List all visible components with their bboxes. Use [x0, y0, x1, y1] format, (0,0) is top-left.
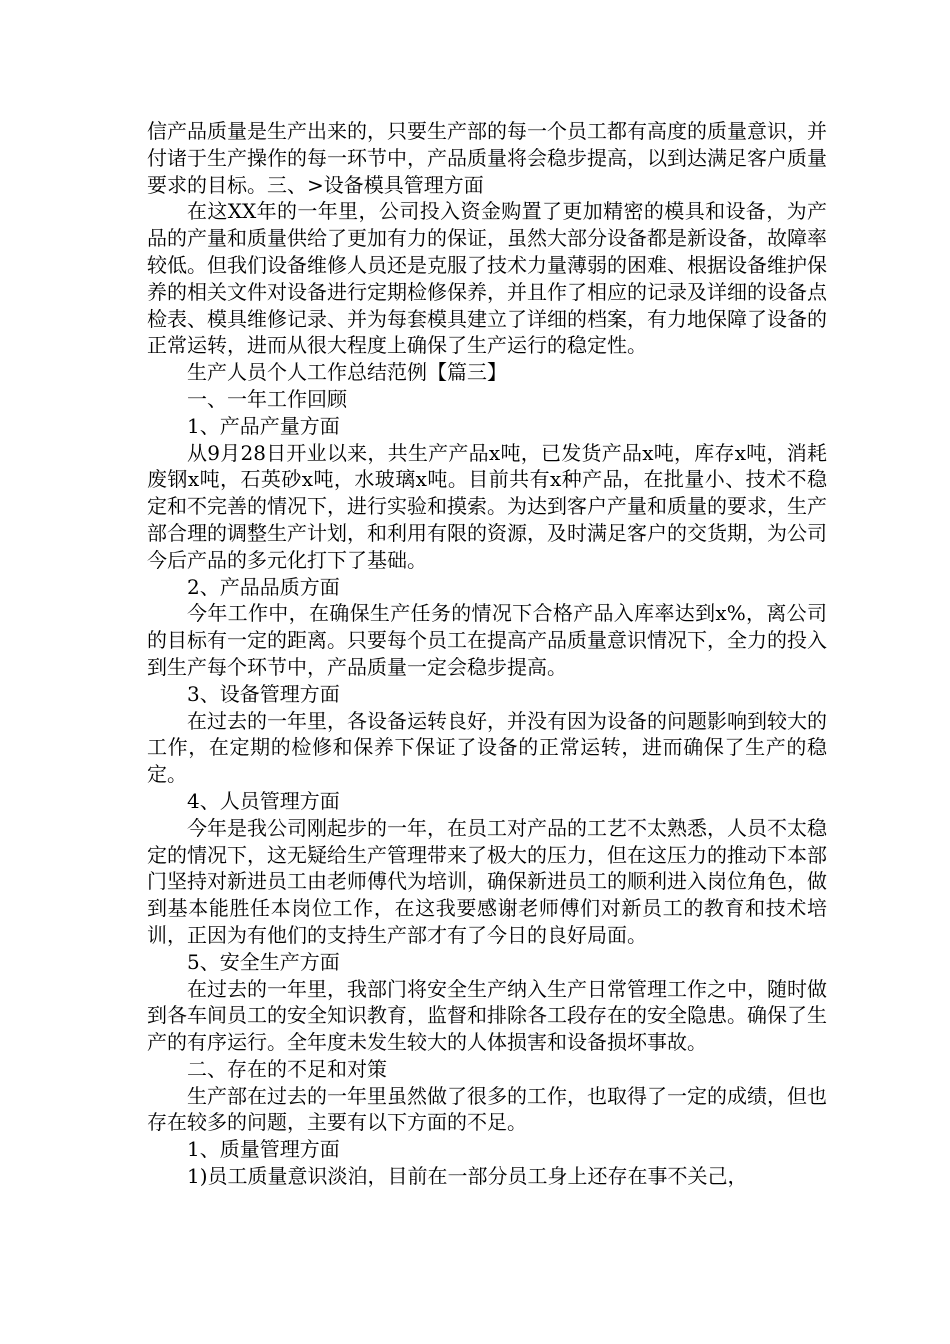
paragraph: 1)员工质量意识淡泊，目前在一部分员工身上还存在事不关己，: [187, 1164, 748, 1189]
paragraph: 在这XX年的一年里，公司投入资金购置了更加精密的模具和设备，为产品的产量和质量供给了更加有力的保证，虽然大部分设备都是新设备，故障率较低。但我们设备维修人员还是克服了技术力量薄弱的困难、根据设备维护保养的相关文件对设备进行定期检修保养，并且作了相应的记录及详细的设备点检表、模具维修记录、并为每套模具建立了详细的档案，有力地保障了设备的正常运转，进而从很大程度上确保了生产运行的稳定性。: [147, 199, 827, 358]
subsection-heading: 3、设备管理方面: [187, 681, 340, 706]
paragraph: 今年是我公司刚起步的一年，在员工对产品的工艺不太熟悉，人员不太稳定的情况下，这无疑给生产管理带来了极大的压力，但在这压力的推动下本部门坚持对新进员工由老师傅代为培训，确保新进员工的顺利进入岗位角色，做到基本能胜任本岗位工作，在这我要感谢老师傅们对新员工的教育和技术培训，正因为有他们的支持生产部才有了今日的良好局面。: [147, 815, 827, 947]
paragraph: 今年工作中，在确保生产任务的情况下合格产品入库率达到x%，离公司的目标有一定的距离。只要每个员工在提高产品质量意识情况下，全力的投入到生产每个环节中，产品质量一定会稳步提高。: [147, 601, 827, 679]
subsection-heading: 2、产品品质方面: [187, 574, 340, 599]
paragraph: 生产部在过去的一年里虽然做了很多的工作，也取得了一定的成绩，但也存在较多的问题，主要有以下方面的不足。: [147, 1083, 827, 1135]
subsection-heading: 1、质量管理方面: [187, 1137, 340, 1162]
paragraph: 在过去的一年里，各设备运转良好，并没有因为设备的问题影响到较大的工作，在定期的检修和保养下保证了设备的正常运转，进而确保了生产的稳定。: [147, 708, 827, 787]
subsection-heading: 1、产品产量方面: [187, 413, 340, 438]
section-title: 生产人员个人工作总结范例【篇三】: [187, 360, 507, 385]
paragraph: 信产品质量是生产出来的，只要生产部的每一个员工都有高度的质量意识，并付诸于生产操作的每一环节中，产品质量将会稳步提高，以到达满足客户质量要求的目标。三、>设备模具管理方面: [147, 119, 827, 197]
document-body: [147, 118, 827, 1190]
section-heading: 二、存在的不足和对策: [187, 1056, 387, 1081]
paragraph: 在过去的一年里，我部门将安全生产纳入生产日常管理工作之中，随时做到各车间员工的安全知识教育，监督和排除各工段存在的安全隐患。确保了生产的有序运行。全年度未发生较大的人体损害和设备损坏事故。: [147, 976, 827, 1055]
paragraph: 从9月28日开业以来，共生产产品x吨，已发货产品x吨，库存x吨，消耗废钢x吨，石英砂x吨，水玻璃x吨。目前共有x种产品，在批量小、技术不稳定和不完善的情况下，进行实验和摸索。为达到客户产量和质量的要求，生产部合理的调整生产计划，和利用有限的资源，及时满足客户的交货期，为公司今后产品的多元化打下了基础。: [147, 440, 827, 572]
section-heading: 一、一年工作回顾: [187, 386, 347, 411]
subsection-heading: 4、人员管理方面: [187, 788, 340, 813]
subsection-heading: 5、安全生产方面: [187, 949, 340, 974]
